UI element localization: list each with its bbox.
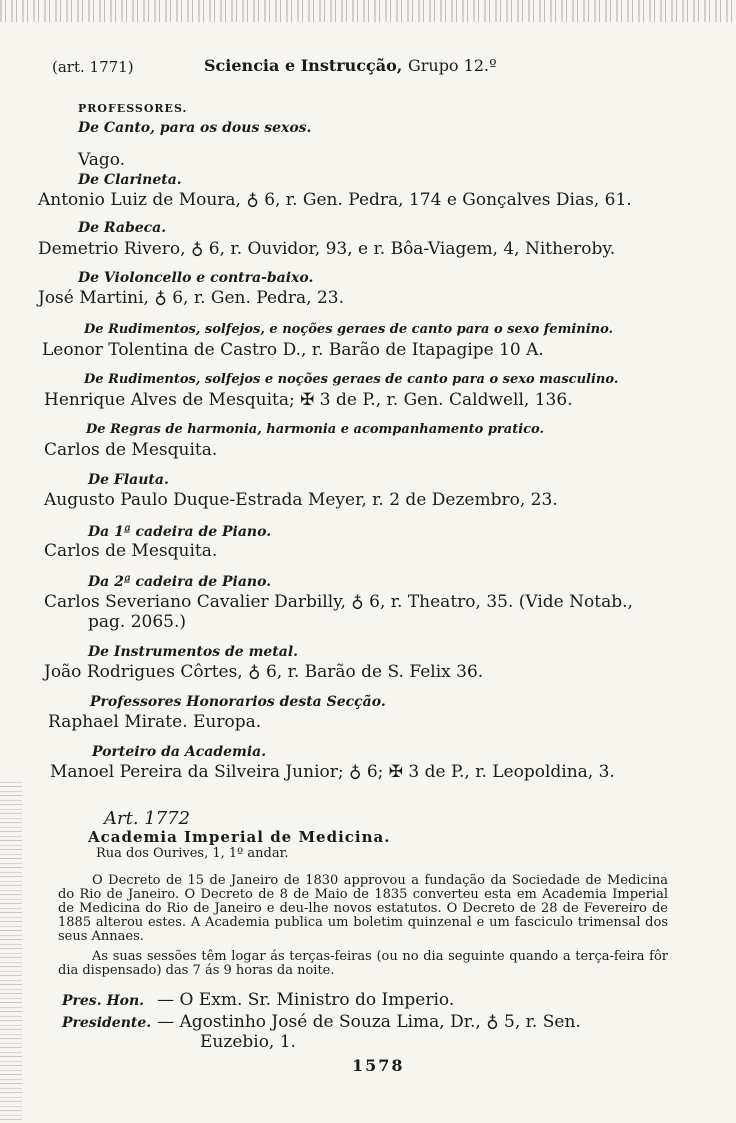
subject-label: De Flauta. [88, 472, 169, 488]
professor-entry: Manoel Pereira da Silveira Junior; ♁ 6; ✠ 3 de P., r. Leopoldina, 3. [50, 762, 615, 782]
subject-label: De Canto, para os dous sexos. [78, 120, 312, 136]
officer-value: — Agostinho José de Souza Lima, Dr., ♁ 5, r. Sen. [157, 1012, 581, 1032]
professor-entry: Carlos de Mesquita. [44, 440, 218, 460]
subject-label: De Rabeca. [78, 220, 167, 236]
page-number: 1578 [352, 1056, 405, 1075]
officer-value: — O Exm. Sr. Ministro do Imperio. [157, 990, 455, 1010]
sessions-paragraph: As suas sessões têm logar ás terças-feiras (ou no dia seguinte quando a terça-feira fôr dia dispensado) das 7 ás 9 horas da noite. [58, 949, 668, 978]
professor-entry-continuation: pag. 2065.) [88, 612, 187, 632]
professor-entry: Carlos Severiano Cavalier Darbilly, ♁ 6, r. Theatro, 35. (Vide Notab., [44, 592, 633, 612]
officer-value-continuation: Euzebio, 1. [200, 1032, 296, 1052]
officer-label: Presidente. [62, 1015, 152, 1031]
professor-entry: Carlos de Mesquita. [44, 541, 218, 561]
running-header [204, 56, 497, 75]
professors-heading: PROFESSORES. [78, 102, 188, 115]
article-reference: (art. 1771) [52, 58, 134, 76]
history-paragraph: O Decreto de 15 de Janeiro de 1830 approvou a fundação da Sociedade de Medicina do Rio de Janeiro. O Decreto de 8 de Maio de 1835 converteu esta em Academia Imperial de Medicina do Rio de Janeiro e deu-lhe novos estatutos. O Decreto de 28 de Fevereiro de 1885 alterou estes. A Academia publica um boletim quinzenal e um fasciculo trimensal dos seus Annaes. [58, 873, 668, 944]
section-title: Sciencia e Instrucção, [204, 56, 403, 75]
officer-row [62, 990, 454, 1010]
academy-address: Rua dos Ourives, 1, 1º andar. [96, 846, 289, 861]
article-number: Art. 1772 [104, 808, 191, 829]
subject-label: De Rudimentos, solfejos e noções geraes de canto para o sexo masculino. [84, 372, 619, 387]
professor-entry: Leonor Tolentina de Castro D., r. Barão de Itapagipe 10 A. [42, 340, 544, 360]
academy-title: Academia Imperial de Medicina. [88, 828, 391, 846]
scan-noise-top [0, 0, 736, 22]
scan-noise-left [0, 780, 22, 1120]
professor-entry: Demetrio Rivero, ♁ 6, r. Ouvidor, 93, e r. Bôa-Viagem, 4, Nitheroby. [38, 239, 616, 259]
professor-entry: Antonio Luiz de Moura, ♁ 6, r. Gen. Pedra, 174 e Gonçalves Dias, 61. [38, 190, 632, 210]
subject-label: Professores Honorarios desta Secção. [90, 694, 386, 710]
group-label: Grupo 12.º [407, 56, 497, 75]
subject-label: De Instrumentos de metal. [88, 644, 299, 660]
subject-label: De Clarineta. [78, 172, 182, 188]
professor-entry: Raphael Mirate. Europa. [48, 712, 262, 732]
subject-label: Da 2ª cadeira de Piano. [88, 574, 272, 590]
professor-entry: Henrique Alves de Mesquita; ✠ 3 de P., r. Gen. Caldwell, 136. [44, 390, 573, 410]
professor-entry: Vago. [78, 150, 126, 170]
subject-label: De Violoncello e contra-baixo. [78, 270, 314, 286]
subject-label: Da 1ª cadeira de Piano. [88, 524, 272, 540]
subject-label: De Regras de harmonia, harmonia e acompanhamento pratico. [86, 422, 545, 437]
professor-entry: Augusto Paulo Duque-Estrada Meyer, r. 2 de Dezembro, 23. [44, 490, 558, 510]
professor-entry: José Martini, ♁ 6, r. Gen. Pedra, 23. [38, 288, 345, 308]
officer-label: Pres. Hon. [62, 993, 145, 1009]
subject-label: De Rudimentos, solfejos, e noções geraes de canto para o sexo feminino. [84, 322, 614, 337]
professor-entry: João Rodrigues Côrtes, ♁ 6, r. Barão de S. Felix 36. [44, 662, 484, 682]
officer-row [62, 1012, 581, 1032]
subject-label: Porteiro da Academia. [92, 744, 267, 760]
